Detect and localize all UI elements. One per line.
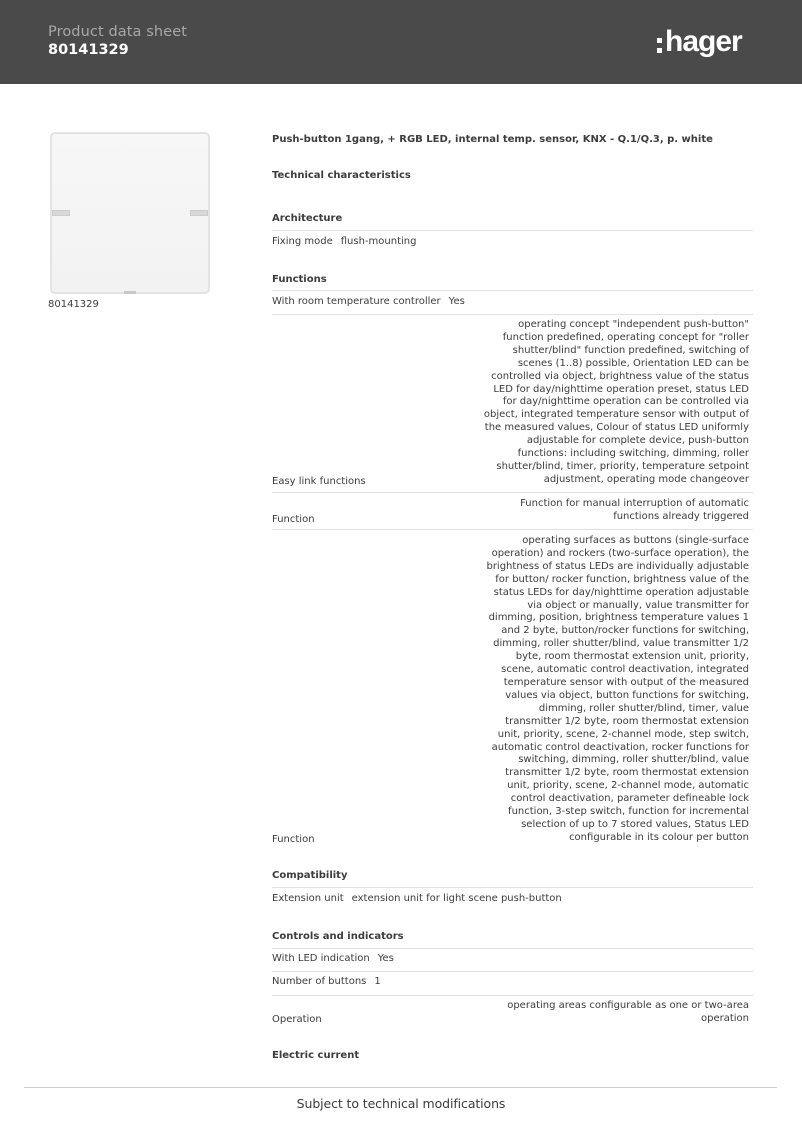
technical-characteristics-heading: Technical characteristics xyxy=(272,170,411,181)
spec-label: Function xyxy=(272,514,315,525)
spec-row-function-manual-interruption xyxy=(272,498,749,525)
divider xyxy=(272,948,753,949)
spec-value: flush-mounting xyxy=(340,236,417,247)
product-image xyxy=(50,132,210,294)
spec-value: Yes xyxy=(377,953,394,964)
spec-row-easy-link-functions xyxy=(272,319,749,487)
spec-row-function-operating-surfaces xyxy=(272,535,749,845)
divider xyxy=(272,290,753,291)
divider xyxy=(272,314,753,315)
spec-value: Function for manual interruption of automatic functions already triggered xyxy=(520,498,749,522)
product-image-caption: 80141329 xyxy=(48,299,99,310)
section-title-functions: Functions xyxy=(272,274,327,285)
divider xyxy=(272,887,753,888)
panel-clip-right xyxy=(190,210,208,216)
spec-value: operating concept "independent push-button" function predefined, operating concept for "roller shutter/blind" function predefined, switching of scenes (1..8) possible, Orientation LED can be controlled via object, brightness value of the status LED for day/nighttime operation preset, status LED for day/nighttime operation can be controlled via object, integrated temperature sensor with output of the measured values, Colour of status LED uniformly adjustable for complete device, push-button functions: including switching, dimming, roller shutter/blind, timer, priority, temperature setpoint adjustment, operating mode changeover xyxy=(483,319,749,485)
spec-label: Function xyxy=(272,834,315,845)
spec-value: Yes xyxy=(448,296,465,307)
spec-row-number-of-buttons xyxy=(272,976,381,987)
spec-value: operating surfaces as buttons (single-surface operation) and rockers (two-surface operation), the brightness of status LEDs are individually adjustable for button/ rocker function, brightness value of the status LEDs for day/nighttime operation adjustable via object or manually, value transmitter for dimming, position, brightness temperature values 1 and 2 byte, button/rocker functions for switching, dimming, roller shutter/blind, value transmitter 1/2 byte, room thermostat extension unit, priority, scene, automatic control deactivation, integrated temperature sensor with output of the measured values via object, button functions for switching, dimming, roller shutter/blind, timer, value transmitter 1/2 byte, room thermostat extension unit, priority, scene, 2-channel mode, step switch, automatic control deactivation, rocker functions for switching, dimming, roller shutter/blind, value transmitter 1/2 byte, room thermostat extension unit, priority, scene, 2-channel mode, automatic control deactivation, parameter defineable lock function, 3-step switch, function for incremental selection of up to 7 stored values, Status LED configurable in its colour per button xyxy=(486,535,749,843)
spec-value: extension unit for light scene push-button xyxy=(351,893,562,904)
spec-row-room-temperature-controller xyxy=(272,296,465,307)
document-type: Product data sheet xyxy=(48,24,188,40)
logo-wordmark: hager xyxy=(665,25,742,58)
section-title-controls-and-indicators: Controls and indicators xyxy=(272,931,404,942)
footer-disclaimer: Subject to technical modifications xyxy=(296,1096,506,1111)
section-title-architecture: Architecture xyxy=(272,213,343,224)
spec-label: With room temperature controller xyxy=(272,296,441,307)
spec-row-led-indication xyxy=(272,953,394,964)
logo-colon-icon xyxy=(657,38,662,53)
spec-value: 1 xyxy=(374,976,381,987)
divider xyxy=(272,995,753,996)
section-title-electric-current: Electric current xyxy=(272,1050,360,1061)
divider xyxy=(272,492,753,493)
spec-value: operating areas configurable as one or two-area operation xyxy=(507,1000,749,1024)
divider xyxy=(272,529,753,530)
panel-clip-bottom xyxy=(124,291,136,294)
document-number: 80141329 xyxy=(48,42,129,58)
page-header xyxy=(0,0,802,84)
divider xyxy=(272,230,753,231)
product-title: Push-button 1gang, + RGB LED, internal temp. sensor, KNX - Q.1/Q.3, p. white xyxy=(272,134,713,145)
spec-label: Easy link functions xyxy=(272,476,366,487)
divider xyxy=(272,971,753,972)
spec-row-extension-unit xyxy=(272,893,562,904)
panel-clip-left xyxy=(52,210,70,216)
spec-label: Fixing mode xyxy=(272,236,333,247)
hager-logo xyxy=(657,22,742,62)
footer-divider xyxy=(24,1087,777,1088)
spec-label: With LED indication xyxy=(272,953,370,964)
spec-label: Number of buttons xyxy=(272,976,367,987)
spec-row-fixing-mode xyxy=(272,236,416,247)
spec-label: Extension unit xyxy=(272,893,344,904)
spec-label: Operation xyxy=(272,1014,322,1025)
spec-row-operation xyxy=(272,1000,749,1025)
section-title-compatibility: Compatibility xyxy=(272,870,348,881)
